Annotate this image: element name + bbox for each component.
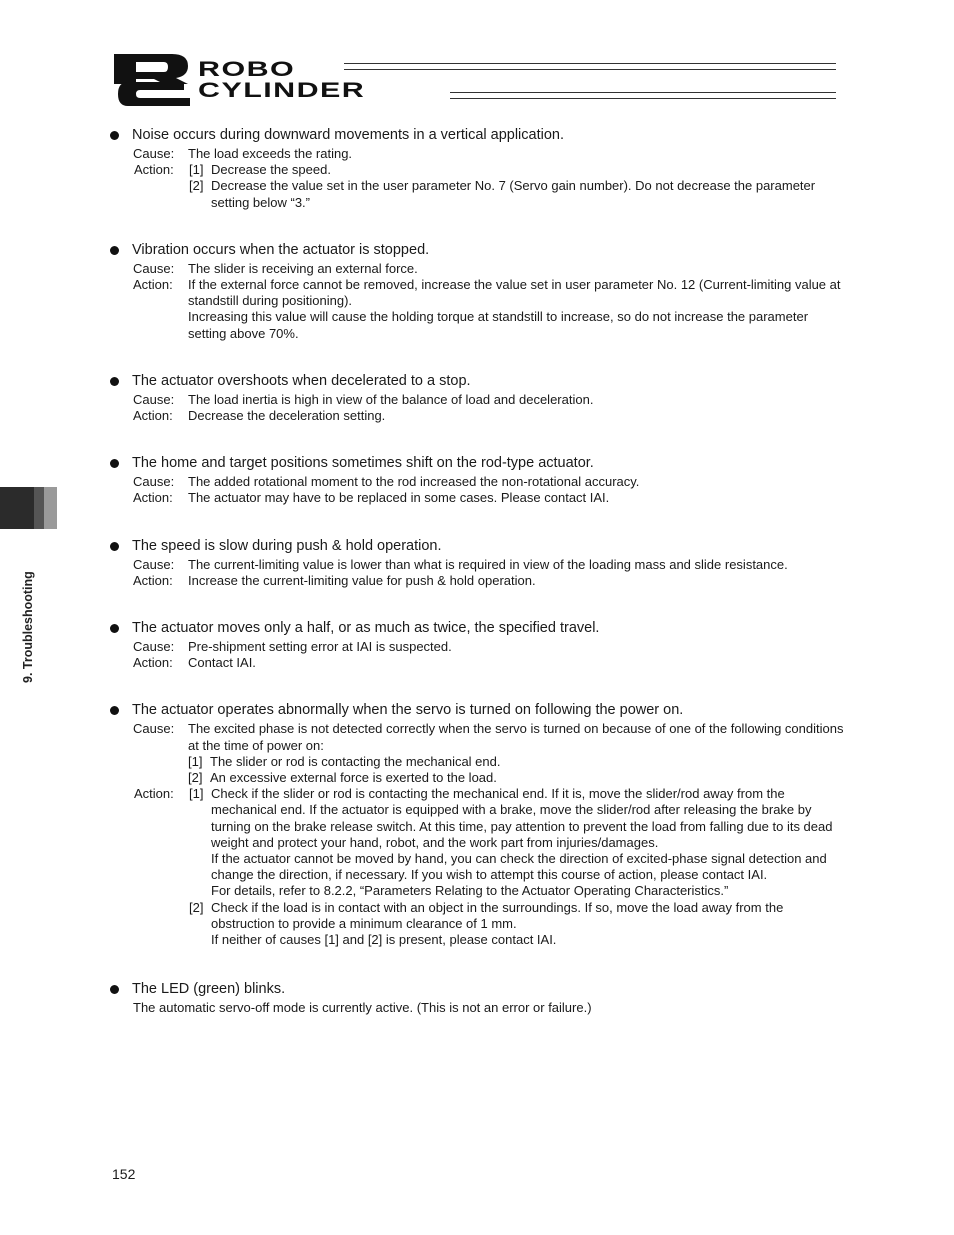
cause-text: The current-limiting value is lower than what is required in view of the loading mass and slide resistance.	[188, 556, 788, 572]
action-label: Action:	[133, 572, 173, 588]
cause-label: Cause:	[133, 391, 175, 407]
cause-condition: The slider or rod is contacting the mechanical end.	[210, 753, 501, 769]
header-rule-top	[344, 63, 836, 70]
action-note: For details, refer to 8.2.2, “Parameters Relating to the Actuator Operating Characteristics.”	[211, 883, 729, 899]
page-number: 152	[112, 1166, 136, 1182]
item-heading: Noise occurs during downward movements in a vertical application.	[108, 126, 848, 145]
action-text: Contact IAI.	[188, 655, 256, 671]
action-text: Increase the current-limiting value for push & hold operation.	[188, 572, 536, 588]
trouble-item: The actuator operates abnormally when the servo is turned on following the power on. Cause: The excited phase is not detected correctly when the servo is turned on because of one of the following conditions at the time of power on: [1] The slider or rod is contacting the mechanical end. [2] An excessive external force is exerted to the load. Action: [1] Check if the slider or rod is contacting the mechanical end. If it is, move the slider/rod away from the mechanical end. If the actuator is equipped with a brake, move the slider/rod after releasing the brake by turning on the brake release switch. At this time, pay attention to prevent the load from falling due to its dead weight and protect your hand, robot, and the work part from injuries/damages. If the actuator cannot be moved by hand, you can check the direction of excited-phase signal detection and change the direction, if necessary. If you wish to attempt this course of action, please contact IAI. For details, refer to 8.2.2, “Parameters Relating to the Actuator Operating Characteristics.” [2] Check if the load is in contact with an object in the surroundings. If so, move the load away from the obstruction to provide a minimum clearance of 1 mm. If neither of causes [1] and [2] is present, please contact IAI.	[108, 701, 848, 948]
bullet-icon	[110, 377, 119, 386]
item-heading: Vibration occurs when the actuator is stopped.	[108, 241, 848, 260]
trouble-item	[108, 619, 848, 671]
rc-logo-icon	[114, 54, 190, 106]
action-label: Action:	[133, 490, 173, 506]
trouble-item	[108, 241, 848, 342]
bullet-icon	[110, 542, 119, 551]
cause-label: Cause:	[133, 639, 175, 655]
item-heading: The home and target positions sometimes shift on the rod-type actuator.	[108, 454, 848, 473]
action-text: If the external force cannot be removed, increase the value set in user parameter No. 12 (Current-limiting value at standstill during positioning).	[188, 277, 841, 309]
logo-robo-text: ROBO	[198, 58, 296, 81]
header-rule-bottom	[450, 92, 836, 99]
trouble-item: Noise occurs during downward movements in a vertical application. Cause: The load exceeds the rating. Action: [1] Decrease the speed. [2] Decrease the value set in the user parameter No. 7 (Servo gain number). Do not decrease the parameter setting below “3.”	[108, 126, 848, 211]
action-text: The actuator may have to be replaced in some cases. Please contact IAI.	[188, 490, 610, 506]
cause-label: Cause:	[133, 260, 175, 276]
cause-label: Cause:	[133, 721, 175, 737]
cause-label: Cause:	[133, 474, 175, 490]
trouble-item	[108, 537, 848, 589]
robo-cylinder-logo	[114, 54, 838, 106]
bullet-icon	[110, 246, 119, 255]
action-label: Action:	[133, 277, 173, 293]
bullet-icon	[110, 459, 119, 468]
cause-text: The load exceeds the rating.	[188, 146, 353, 161]
trouble-item	[108, 454, 848, 506]
item-heading: The actuator moves only a half, or as much as twice, the specified travel.	[108, 619, 848, 638]
trouble-item	[108, 372, 848, 424]
cause-text: Pre-shipment setting error at IAI is suspected.	[188, 639, 452, 655]
action-text: Decrease the value set in the user parameter No. 7 (Servo gain number). Do not decrease the parameter setting below “3.”	[211, 178, 816, 210]
cause-label: Cause:	[133, 146, 175, 161]
chapter-tab-light	[44, 487, 57, 529]
action-label: Action:	[134, 786, 174, 802]
action-note: Increasing this value will cause the holding torque at standstill to increase, so do not increase the parameter setting above 70%.	[188, 309, 809, 341]
trouble-item	[108, 980, 848, 1016]
cause-text: The slider is receiving an external force.	[188, 260, 418, 276]
logo-cylinder-text: CYLINDER	[198, 79, 366, 102]
note-text: The automatic servo-off mode is currently active. (This is not an error or failure.)	[133, 1000, 592, 1016]
action-text: Check if the load is in contact with an object in the surroundings. If so, move the load away from the obstruction to provide a minimum clearance of 1 mm.	[211, 899, 784, 931]
chapter-label: 9. Troubleshooting	[21, 571, 35, 683]
cause-text: The load inertia is high in view of the balance of load and deceleration.	[188, 391, 594, 407]
action-note: If neither of causes [1] and [2] is present, please contact IAI.	[211, 932, 557, 948]
chapter-tab-mid	[34, 487, 44, 529]
action-label: Action:	[133, 408, 173, 424]
action-text: Decrease the speed.	[211, 162, 331, 178]
cause-text: The excited phase is not detected correctly when the servo is turned on because of one of the following conditions at the time of power on:	[188, 721, 844, 753]
bullet-icon	[110, 706, 119, 715]
chapter-tab-dark	[0, 487, 34, 529]
action-text: Check if the slider or rod is contacting the mechanical end. If it is, move the slider/rod away from the mechanical end. If the actuator is equipped with a brake, move the slider/rod after releasing the brake by turning on the brake release switch. At this time, pay attention to prevent the load from falling due to its dead weight and protect your hand, robot, and the work part from injuries/damages.	[211, 786, 833, 850]
cause-condition: An excessive external force is exerted to the load.	[210, 770, 497, 786]
action-label: Action:	[133, 655, 173, 671]
bullet-icon	[110, 131, 119, 140]
action-text: Decrease the deceleration setting.	[188, 408, 386, 424]
cause-label: Cause:	[133, 556, 175, 572]
item-heading: The actuator overshoots when decelerated to a stop.	[108, 372, 848, 391]
action-label: Action:	[134, 162, 174, 178]
bullet-icon	[110, 985, 119, 994]
item-heading: The actuator operates abnormally when the servo is turned on following the power on.	[108, 701, 848, 720]
bullet-icon	[110, 624, 119, 633]
troubleshooting-list	[108, 126, 848, 1017]
item-heading: The LED (green) blinks.	[108, 980, 848, 999]
item-heading: The speed is slow during push & hold operation.	[108, 537, 848, 556]
cause-text: The added rotational moment to the rod increased the non-rotational accuracy.	[188, 474, 640, 490]
action-note: If the actuator cannot be moved by hand, you can check the direction of excited-phase signal detection and change the direction, if necessary. If you wish to attempt this course of action, please contact IAI.	[211, 851, 827, 883]
